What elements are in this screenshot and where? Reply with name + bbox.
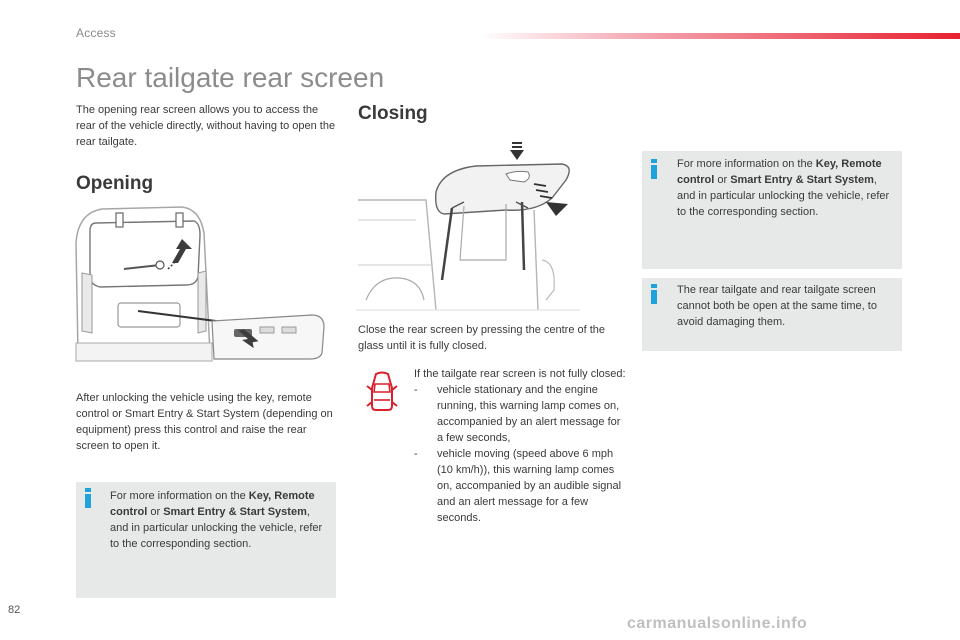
page-title: Rear tailgate rear screen	[76, 62, 385, 93]
opening-heading: Opening	[76, 173, 154, 194]
opening-illustration	[72, 203, 332, 370]
right-info-text-tailgate: The rear tailgate and rear tailgate screen cannot both be open at the same time, to avoid damaging them.	[677, 284, 877, 328]
header-accent-bar	[480, 33, 960, 39]
right-info-box-tailgate	[642, 278, 902, 351]
warning-item-moving: - vehicle moving (speed above 6 mph (10 km/h)), this warning lamp comes on, accompanied by an audible signal and an alert message for a few seconds.	[414, 448, 622, 524]
info-icon	[650, 159, 659, 179]
closing-heading: Closing	[358, 103, 428, 124]
opening-info-box	[76, 482, 336, 598]
watermark: carmanualsonline.info	[627, 615, 808, 632]
section-label: Access	[76, 26, 116, 40]
right-info-box-access	[642, 151, 902, 269]
info-icon	[650, 284, 659, 304]
info-icon	[84, 488, 93, 508]
closing-warning-text	[414, 366, 626, 526]
intro-text: The opening rear screen allows you to access the rear of the vehicle directly, without having to open the rear tailgate.	[76, 104, 336, 148]
closing-body: Close the rear screen by pressing the centre of the glass until it is fully closed.	[358, 324, 606, 352]
opening-info-text: For more information on the Key, Remote control or Smart Entry & Start System, and in particular unlocking the vehicle, refer to the corresponding section.	[110, 490, 323, 550]
right-info-text-access: For more information on the Key, Remote control or Smart Entry & Start System, and in particular unlocking the vehicle, refer to the corresponding section.	[677, 158, 890, 218]
opening-body: After unlocking the vehicle using the key, remote control or Smart Entry & Start System (depending on equipment) press this control and raise the rear screen to open it.	[76, 392, 333, 452]
warning-item-stationary: - vehicle stationary and the engine running, this warning lamp comes on, accompanied by an alert message for a few seconds,	[414, 384, 621, 444]
warning-intro: If the tailgate rear screen is not fully closed:	[414, 368, 626, 380]
closing-illustration	[356, 140, 580, 317]
page-number: 82	[8, 604, 21, 616]
open-rear-screen-warning-icon	[366, 370, 398, 414]
